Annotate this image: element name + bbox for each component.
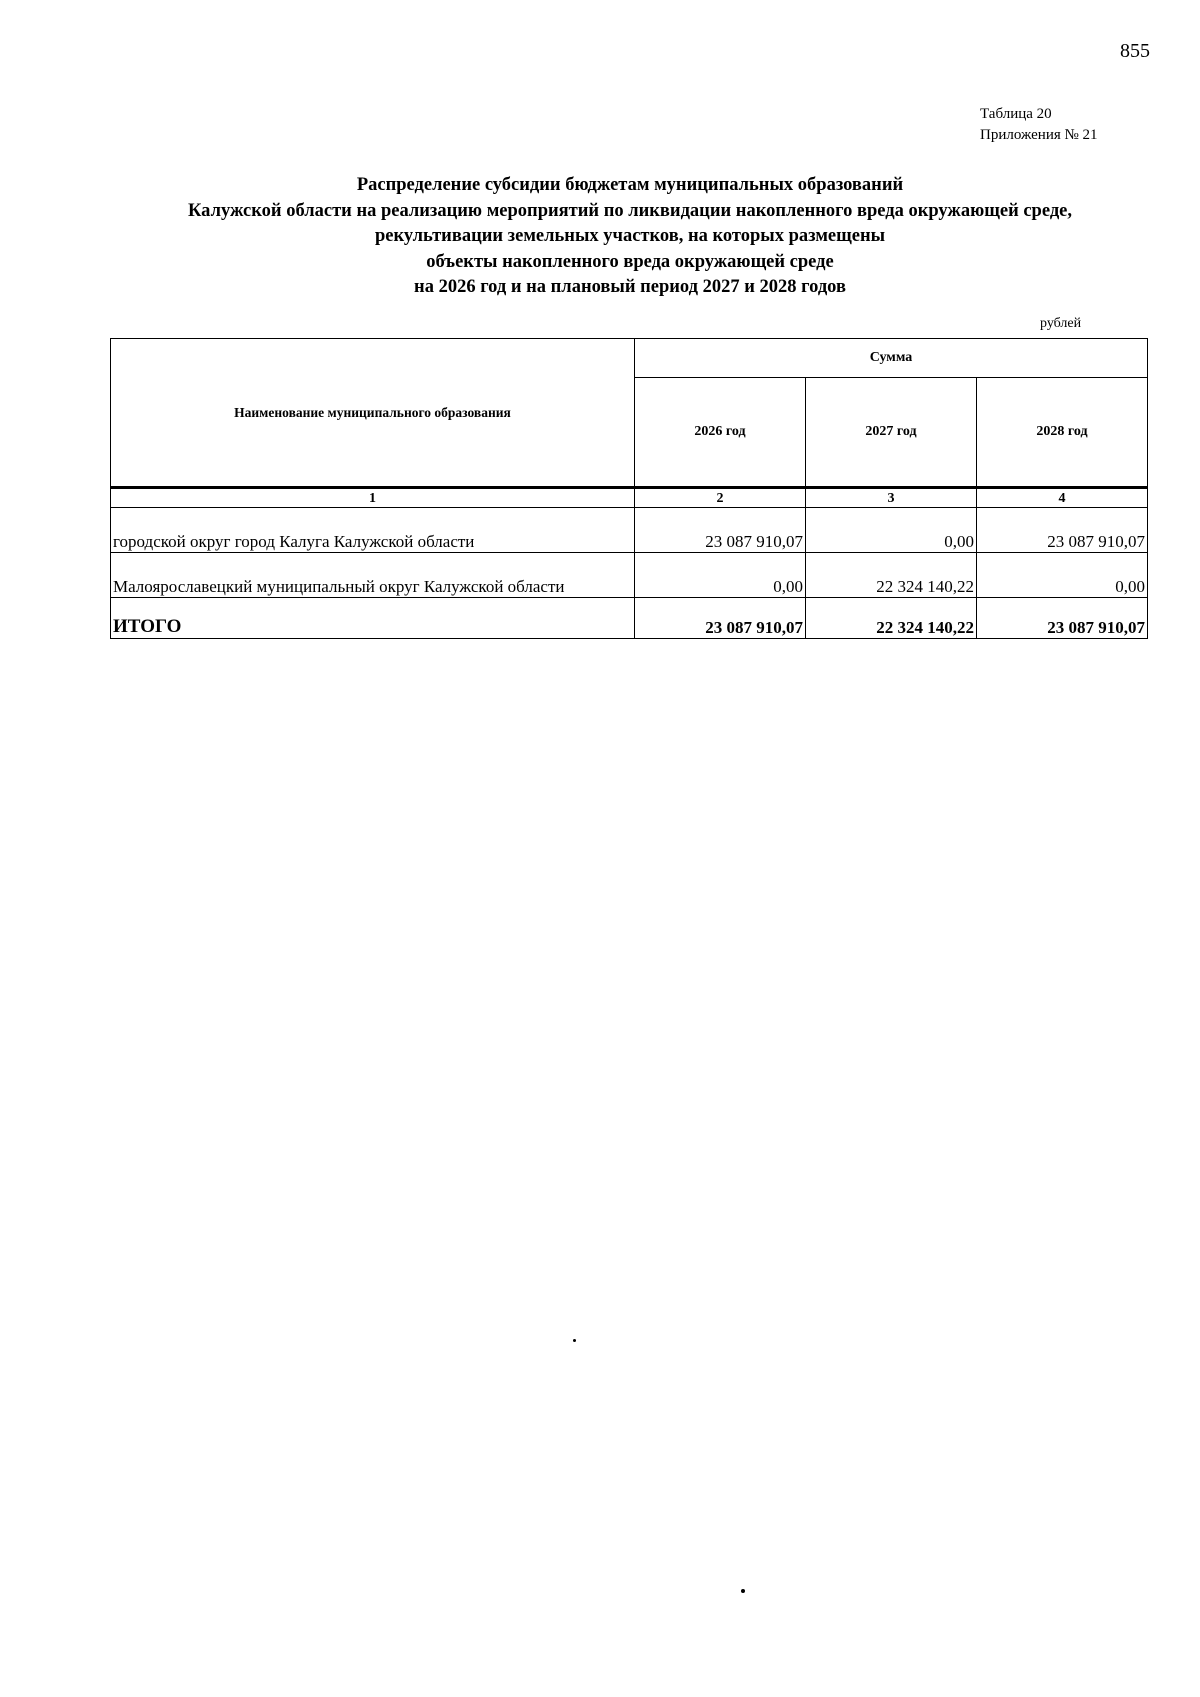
amount-2027: 22 324 140,22 <box>806 553 977 598</box>
column-number: 3 <box>806 488 977 508</box>
header-sum: Сумма <box>635 339 1148 378</box>
total-row <box>111 598 1148 639</box>
header-year-2026: 2026 год <box>635 378 806 488</box>
municipality-name: Малоярославецкий муниципальный округ Калужской области <box>111 553 635 598</box>
title-line: на 2026 год и на плановый период 2027 и 2028 годов <box>414 277 846 297</box>
appendix-annex-label: Приложения № 21 <box>980 127 1098 143</box>
amount-2028: 0,00 <box>977 553 1148 598</box>
total-2027: 22 324 140,22 <box>806 598 977 639</box>
amount-2026: 0,00 <box>635 553 806 598</box>
amount-2028: 23 087 910,07 <box>977 508 1148 553</box>
appendix-reference <box>980 104 1098 146</box>
column-number-row <box>111 488 1148 508</box>
title-line: Распределение субсидии бюджетам муниципальных образований <box>356 175 904 195</box>
table-row <box>111 553 1148 598</box>
column-number: 1 <box>111 488 635 508</box>
column-number: 4 <box>977 488 1148 508</box>
appendix-table-label: Таблица 20 <box>980 106 1052 122</box>
header-year-2028: 2028 год <box>977 378 1148 488</box>
amount-2026: 23 087 910,07 <box>635 508 806 553</box>
column-number: 2 <box>635 488 806 508</box>
table-row <box>111 508 1148 553</box>
document-title <box>90 173 1170 301</box>
subsidy-table <box>110 338 1148 639</box>
scan-speck <box>573 1339 576 1342</box>
header-year-2027: 2027 год <box>806 378 977 488</box>
page-number: 855 <box>1120 40 1150 62</box>
amount-2027: 0,00 <box>806 508 977 553</box>
municipality-name: городской округ город Калуга Калужской области <box>111 508 635 553</box>
units-label: рублей <box>1040 316 1082 331</box>
title-line: объекты накопленного вреда окружающей среде <box>426 251 834 272</box>
table-header-row <box>111 339 1148 378</box>
total-label: ИТОГО <box>111 598 635 639</box>
total-2026: 23 087 910,07 <box>635 598 806 639</box>
total-2028: 23 087 910,07 <box>977 598 1148 639</box>
title-line: Калужской области на реализацию мероприятий по ликвидации накопленного вреда окружающей среде, <box>187 200 1073 221</box>
header-name: Наименование муниципального образования <box>111 339 635 488</box>
scan-speck <box>741 1589 745 1593</box>
title-line: рекультивации земельных участков, на которых размещены <box>374 226 886 246</box>
